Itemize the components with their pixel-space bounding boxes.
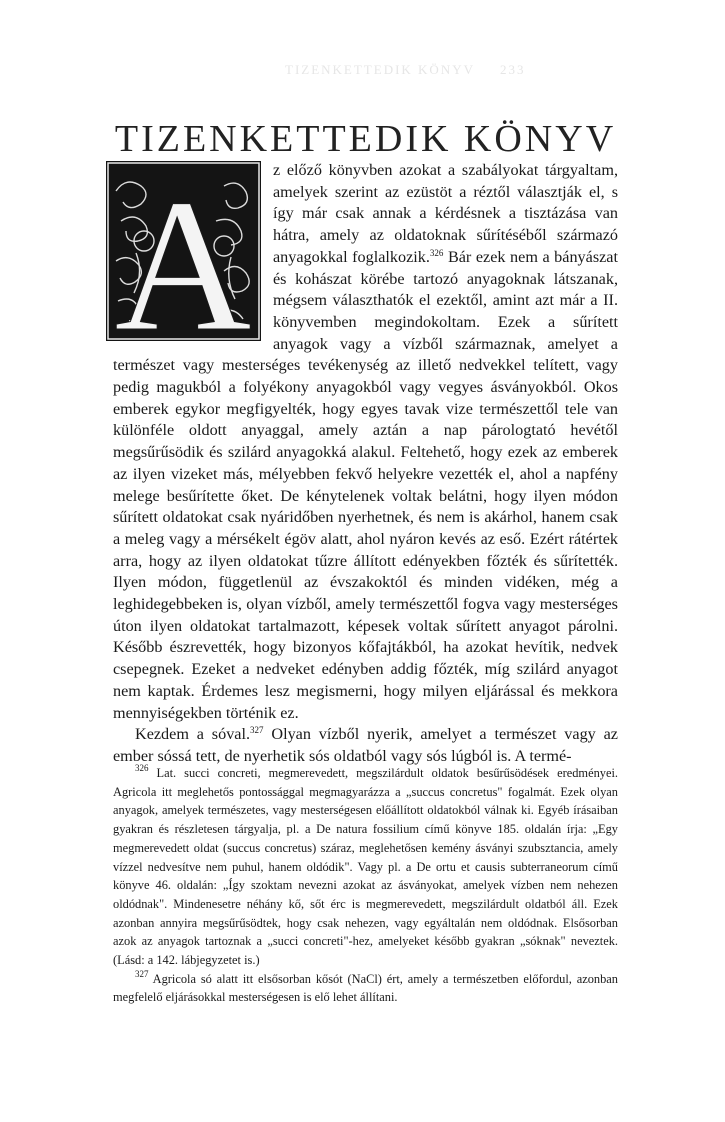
main-text — [113, 160, 618, 768]
paragraph-1-continued: Bár ezek nem a bányászat és kohászat körébe tartozó anyagoknak látszanak, mégsem választhatók el ezektől, amint azt már a II. könyvemben megindokoltam. Ezek a sűrített anyagok vagy a vízből származnak, amelyet a természet vagy mesterséges tevékenység az illető nedvekkel telített, vagy pedig magukból a folyékony anyagokból vagy vegyes ásványokból. Okos emberek egykor megfigyelték, hogy egyes tavak vize természettől tele van különféle oldott anyaggal, amely aztán a nap párologtató hevétől megsűrűsödik és szilárd anyagokká alakul. Feltehető, hogy ezek az emberek az ilyen vizeket más, mélyebben fekvő helyekre vezették el, ahol a napfény melege besűrítette őket. De kénytelenek voltak belátni, hogy ilyen módon sűrített oldatokat csak nyáridőben nyerhetnek, és nem is akárhol, hanem csak a meleg vagy a mérsékelt égöv alatt, ahol nyáron kevés az eső. Ezért rátértek arra, hogy az ilyen oldatokat tűzre állított edényekben főzték és sűrítették. Ilyen módon, függetlenül az évszakoktól és minden vidéken, még a leghidegebbeken is, olyan vízből, amely természettől fogva vagy mesterséges úton ilyen oldatokat tartalmazott, képesek voltak sűrített anyagot párolni. Később észrevették, hogy bizonyos kőfajtákból, ha azokat hevítik, nedvek csepegnek. Ezeket a nedveket edényben addig főzték, míg szilárd anyagot nem kaptak. Érdemes lesz megismerni, hogy milyen eljárással és mekkora mennyiségekben történik ez. — [113, 247, 618, 722]
initial-letter: A — [114, 161, 252, 341]
footnote-ref-327[interactable]: 327 — [250, 725, 264, 736]
footnote-326 — [113, 764, 618, 970]
footnote-number: 326 — [135, 763, 149, 773]
footnotes — [113, 764, 618, 1007]
drop-cap-spacer — [113, 160, 268, 338]
running-header-page-number: 233 — [500, 62, 526, 77]
footnote-number: 327 — [135, 968, 149, 979]
footnote-text: Lat. succi concreti, megmerevedett, megszilárdult oldatok besűrűsödések eredményei. Agricola itt meglehetős pontossággal megmagyarázza a „succus concretus" fogalmát. Ezek olyan anyagok, amelyek természetes, vagy mesterségesen előállított oldatokból válnak ki. Egyéb írásaiban gyakran és részletesen tárgyalja, pl. a De natura fossilium című könyve 185. oldalán írja: „Egy megmerevedett oldat (succus concretus) száraz, meglehetősen kemény ásványi szubsztancia, amely vízzel nedvesítve nem puhul, hanem oldódik". Vagy pl. a De ortu et causis subterraneorum című könyve 46. oldalán: „Így szoktam nevezni azokat az ásványokat, amelyek vízben nem nehezen oldódnak". Mindenesetre néhány kő, sőt érc is megmerevedett, megszilárdult oldatból áll. Ezek azonban annyira megsűrűsödtek, hogy csak nehezen, vagy egyáltalán nem oldódnak. Elsősorban azok az anyagok tartoznak a „succi concreti"-hez, amelyeket később gyakran „sóknak" neveztek. (Lásd: a 142. lábjegyzetet is.) — [113, 766, 618, 968]
chapter-title: TIZENKETTEDIK KÖNYV — [114, 118, 617, 161]
paragraph-2-text: Kezdem a sóval. — [135, 725, 251, 744]
footnote-ref-326[interactable]: 326 — [429, 247, 444, 258]
running-header-title: TIZENKETTEDIK KÖNYV — [285, 62, 475, 77]
paragraph-1-text: z előző könyvben azokat a szabályokat tárgyaltam, amelyek szerint az ezüstöt a réztől választják el, s így már csak annak a kérdésnek a tisztázása van hátra, amely az oldatoknak sűrítéséből származó anyagokkal foglalkozik. — [273, 161, 618, 266]
footnote-327 — [113, 970, 618, 1007]
paragraph-2-continued: Olyan vízből nyerik, amelyet a természet vagy az ember sóssá tett, de nyerhetik sós oldatból vagy sós lúgból is. A termé- — [113, 725, 618, 765]
faint-running-header — [0, 62, 725, 82]
footnote-text: Agricola só alatt itt elsősorban kősót (NaCl) ért, amely a természetben előfordul, azonban megfelelő eljárásokkal mesterségesen is elő lehet állítani. — [113, 971, 618, 1005]
paragraph-2 — [113, 724, 618, 767]
